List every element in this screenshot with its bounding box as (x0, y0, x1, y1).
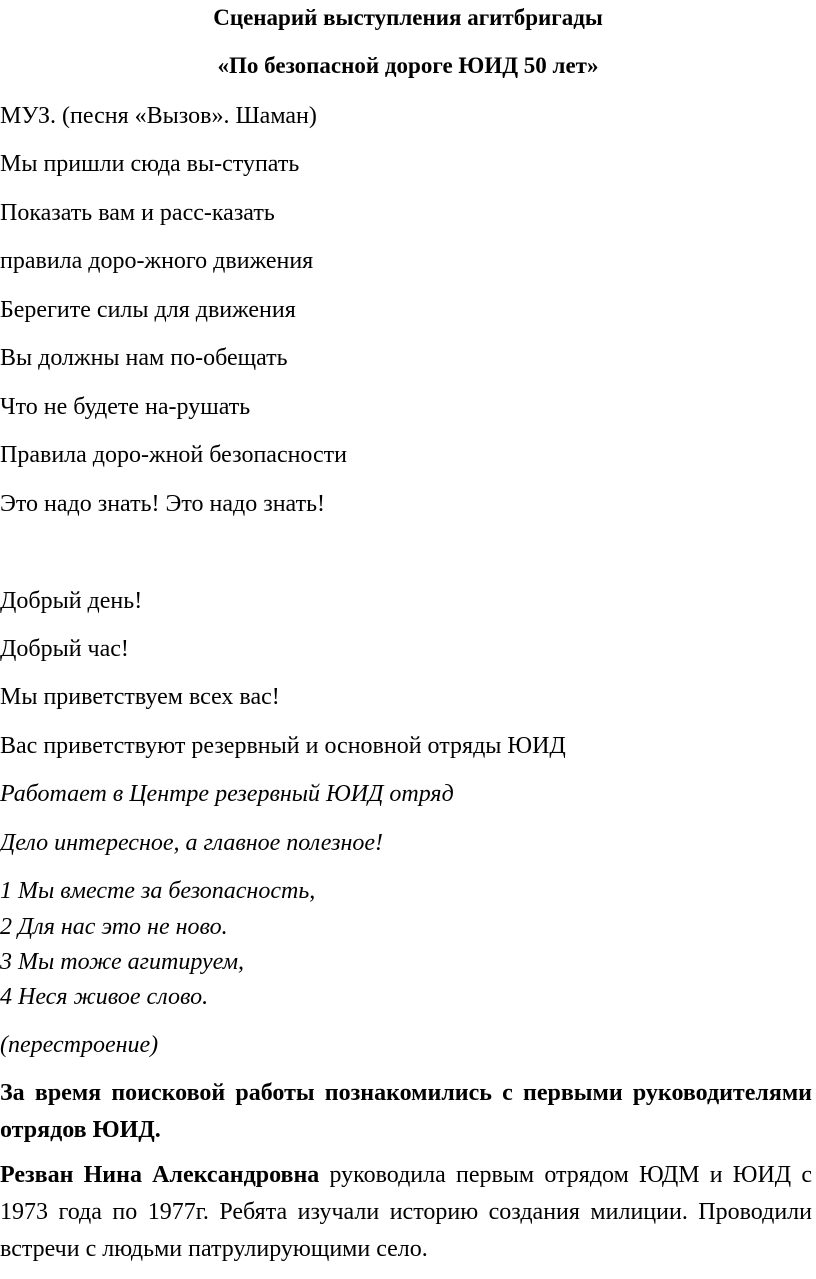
music-cue: МУЗ. (песня «Вызов». Шаман) (0, 103, 317, 129)
greeting-line: Добрый час! (0, 636, 129, 662)
italic-line: Работает в Центре резервный ЮИД отряд (0, 781, 454, 807)
song-line: Мы пришли сюда вы-ступать (0, 151, 300, 177)
song-line: Что не будете на-рушать (0, 394, 251, 420)
person-name: Резван Нина Александровна (0, 1162, 320, 1188)
song-line: Правила доро-жной безопасности (0, 442, 348, 468)
greeting-line: Мы приветствуем всех вас! (0, 684, 280, 710)
song-line: Показать вам и расс-казать (0, 200, 275, 226)
song-line: правила доро-жного движения (0, 248, 314, 274)
section-heading: За время поисковой работы познакомились с первыми руководителями отрядов ЮИД. (0, 1080, 812, 1143)
song-line: Вы должны нам по-обещать (0, 345, 288, 371)
verse-line: 4 Неся живое слово. (0, 984, 209, 1010)
stage-direction: (перестроение) (0, 1032, 159, 1058)
document-subtitle: «По безопасной дороге ЮИД 50 лет» (217, 53, 599, 78)
verse-line: 1 Мы вместе за безопасность, (0, 878, 316, 904)
greeting-line: Вас приветствуют резервный и основной отряды ЮИД (0, 733, 566, 759)
verse-line: 2 Для нас это не ново. (0, 914, 228, 940)
verse-line: 3 Мы тоже агитируем, (0, 949, 245, 975)
greeting-line: Добрый день! (0, 588, 143, 614)
person-paragraph (0, 1157, 812, 1268)
document-title: Сценарий выступления агитбригады (213, 5, 603, 30)
song-line: Берегите силы для движения (0, 297, 296, 323)
italic-line: Дело интересное, а главное полезное! (0, 830, 384, 856)
song-line: Это надо знать! Это надо знать! (0, 491, 326, 517)
person-description: руководила первым отрядом ЮДМ и ЮИД с 1973 года по 1977г. Ребята изучали историю создания милиции. Проводили встречи с людьми патрулирующими село. (0, 1162, 813, 1262)
